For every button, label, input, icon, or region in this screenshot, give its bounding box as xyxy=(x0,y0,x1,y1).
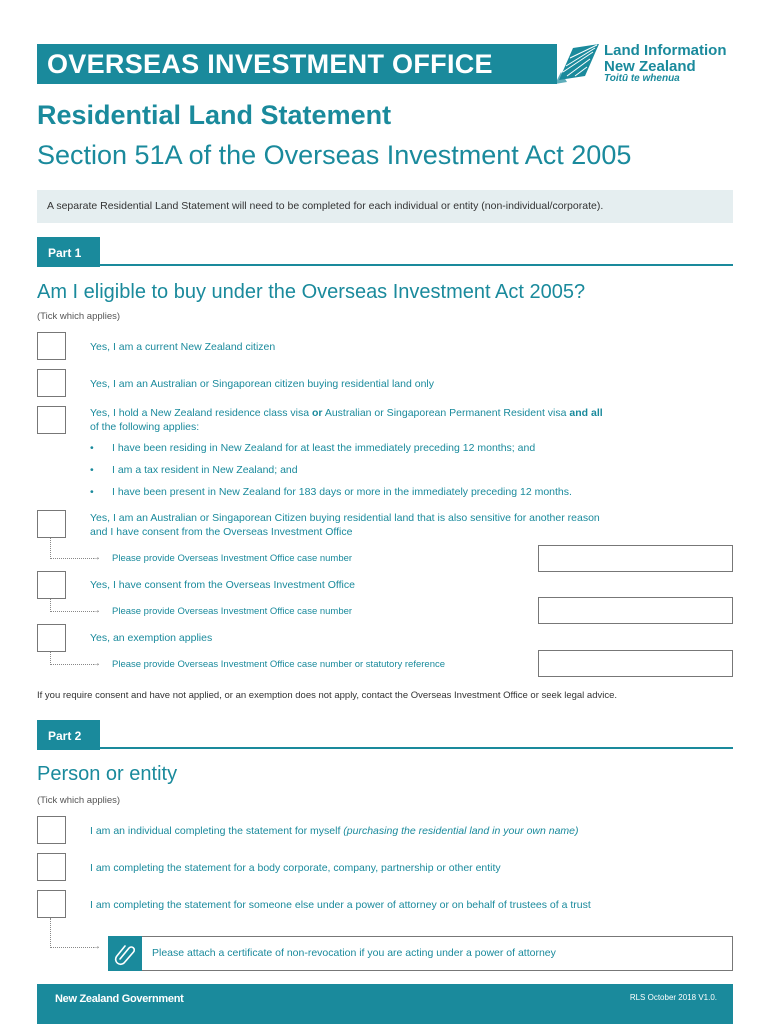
bullet-mark: • xyxy=(90,464,94,476)
arrow-icon: → xyxy=(91,941,101,952)
part1-divider xyxy=(100,264,733,266)
option-sensitive-land-consent: Yes, I am an Australian or Singaporean Citizen buying residential land that is also sensitive for another reason xyxy=(90,512,600,524)
option-nz-citizen: Yes, I am a current New Zealand citizen xyxy=(90,341,276,353)
part2-tab: Part 2 xyxy=(37,720,100,750)
connector-line xyxy=(50,599,94,612)
part1-tab: Part 1 xyxy=(37,237,100,267)
document-code: RLS October 2018 V1.0. xyxy=(629,993,717,1002)
option-sensitive-land-consent-line2: and I have consent from the Overseas Investment Office xyxy=(90,526,353,538)
banner-title: OVERSEAS INVESTMENT OFFICE xyxy=(47,49,493,79)
checkbox-sensitive-land-consent[interactable] xyxy=(37,510,66,538)
case-number-field-3[interactable] xyxy=(538,650,733,677)
case-number-field-1[interactable] xyxy=(538,545,733,572)
paperclip-icon xyxy=(108,936,142,971)
checkbox-residence-visa[interactable] xyxy=(37,406,66,434)
arrow-icon: → xyxy=(91,658,101,669)
attach-note-text: Please attach a certificate of non-revocation if you are acting under a power of attorney xyxy=(152,947,556,959)
nz-government-logo: New Zealand Government xyxy=(55,993,184,1005)
header-banner xyxy=(37,44,557,84)
option-residence-visa: Yes, I hold a New Zealand residence class visa or Australian or Singaporean Permanent Resident visa and all xyxy=(90,407,603,419)
arrow-icon: → xyxy=(91,552,101,563)
bullet-mark: • xyxy=(90,442,94,454)
arrow-icon: → xyxy=(91,605,101,616)
option-aus-sg-citizen: Yes, I am an Australian or Singaporean citizen buying residential land only xyxy=(90,378,434,390)
checkbox-have-consent[interactable] xyxy=(37,571,66,599)
document-title: Residential Land Statement xyxy=(37,100,392,130)
banner-cut xyxy=(540,44,552,84)
connector-line xyxy=(50,538,94,559)
checkbox-aus-sg-citizen[interactable] xyxy=(37,369,66,397)
checkbox-exemption[interactable] xyxy=(37,624,66,652)
checkbox-individual[interactable] xyxy=(37,816,66,844)
option-exemption: Yes, an exemption applies xyxy=(90,632,213,644)
option-individual: I am an individual completing the statement for myself (purchasing the residential land in your own name) xyxy=(90,825,579,837)
part2-divider xyxy=(100,747,733,749)
connector-line xyxy=(50,652,94,665)
part2-tick-note: (Tick which applies) xyxy=(37,795,121,806)
linz-logo-icon xyxy=(553,42,603,86)
option-have-consent: Yes, I have consent from the Overseas Investment Office xyxy=(90,579,355,591)
logo-text-line1: Land Information xyxy=(604,42,727,59)
footer-bar xyxy=(37,984,733,1024)
connector-line xyxy=(50,918,94,948)
option-residence-visa-line2: of the following applies: xyxy=(90,421,200,433)
logo-text-line3: Toitū te whenua xyxy=(604,73,680,84)
case-number-label-1: Please provide Overseas Investment Office case number xyxy=(112,553,353,564)
case-number-label-2: Please provide Overseas Investment Office case number xyxy=(112,606,353,617)
part1-footnote: If you require consent and have not applied, or an exemption does not apply, contact the Overseas Investment Office or seek legal advice. xyxy=(37,690,618,701)
part1-heading: Am I eligible to buy under the Overseas Investment Act 2005? xyxy=(37,281,586,303)
checkbox-nz-citizen[interactable] xyxy=(37,332,66,360)
document-subtitle: Section 51A of the Overseas Investment Act 2005 xyxy=(37,140,632,170)
notice-text: A separate Residential Land Statement will need to be completed for each individual or entity (non-individual/corporate). xyxy=(47,200,604,212)
checkbox-power-of-attorney[interactable] xyxy=(37,890,66,918)
notice-box xyxy=(37,190,733,223)
part1-tick-note: (Tick which applies) xyxy=(37,311,121,322)
bullet-present-183-days: I have been present in New Zealand for 183 days or more in the immediately preceding 12 months. xyxy=(112,486,572,498)
logo-text-line2: New Zealand xyxy=(604,58,696,75)
part2-heading: Person or entity xyxy=(37,763,178,785)
bullet-tax-resident: I am a tax resident in New Zealand; and xyxy=(112,464,298,476)
option-power-of-attorney: I am completing the statement for someone else under a power of attorney or on behalf of trustees of a trust xyxy=(90,899,591,911)
bullet-mark: • xyxy=(90,486,94,498)
bullet-residing: I have been residing in New Zealand for at least the immediately preceding 12 months; and xyxy=(112,442,536,454)
case-number-field-2[interactable] xyxy=(538,597,733,624)
option-body-corporate: I am completing the statement for a body corporate, company, partnership or other entity xyxy=(90,862,501,874)
checkbox-body-corporate[interactable] xyxy=(37,853,66,881)
case-number-label-3: Please provide Overseas Investment Office case number or statutory reference xyxy=(112,659,446,670)
